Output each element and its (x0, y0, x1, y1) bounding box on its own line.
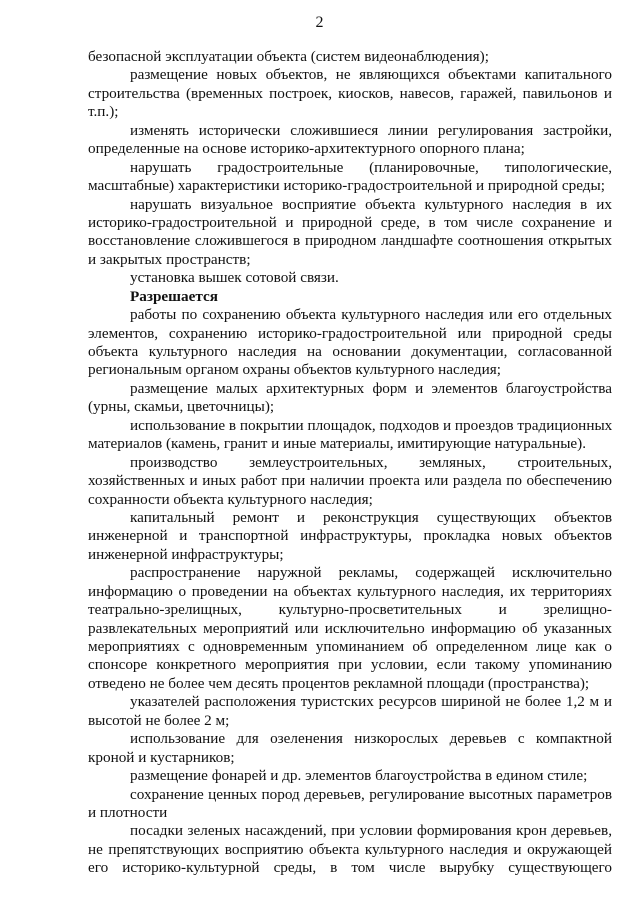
text-line: кроной и кустарников; (88, 748, 235, 766)
text-line: изменять исторически сложившиеся линии регулирования застройки, (130, 121, 612, 139)
text-line: размещение новых объектов, не являющихся объектами капитального (130, 66, 612, 84)
text-line: распространение наружной рекламы, содержащей исключительно (130, 564, 612, 582)
document-body (88, 48, 612, 878)
text-line: региональным органом охраны объектов культурного наследия; (88, 361, 501, 379)
text-line: материалов (камень, гранит и иные материалы, имитирующие натуральные). (88, 435, 587, 453)
text-line: безопасной эксплуатации объекта (систем видеонаблюдения); (88, 48, 489, 65)
text-line: нарушать визуальное восприятие объекта культурного наследия в их (130, 195, 612, 213)
text-line: установка вышек сотовой связи. (130, 269, 339, 287)
text-line: элементов, сохранению историко-градостроительной или природной среды (88, 324, 612, 342)
text-line: указателей расположения туристских ресурсов шириной не более 1,2 м и (130, 693, 612, 711)
section-heading: Разрешается (130, 287, 218, 305)
text-line: нарушать градостроительные (планировочные, типологические, (130, 158, 612, 176)
text-line: и плотности (88, 803, 168, 821)
text-line: (урны, скамьи, цветочницы); (88, 398, 275, 416)
text-line: посадки зеленых насаждений, при условии формирования крон деревьев, (130, 822, 612, 840)
text-line: использование в покрытии площадок, подходов и проездов традиционных (130, 416, 613, 434)
text-line: не препятствующих восприятию объекта культурного наследия и окружающей (88, 840, 612, 858)
text-line: размещение фонарей и др. элементов благоустройства в едином стиле; (130, 767, 588, 785)
text-line: сохранение ценных пород деревьев, регулирование высотных параметров (130, 785, 612, 803)
page-number: 2 (315, 14, 324, 31)
text-line: развлекательных мероприятий или исключительно информацию об указанных (88, 619, 612, 637)
text-line: производство землеустроительных, земляных, строительных, (130, 453, 612, 471)
text-line: хозяйственных и иных работ при наличии проекта или раздела по обеспечению (88, 472, 612, 490)
text-line: использование для озеленения низкорослых деревьев с компактной (130, 730, 612, 748)
text-line: историко-градостроительной и природной среде, в том числе сохранение и (88, 213, 612, 231)
text-line: восстановление сложившегося в природном ландшафте соотношения открытых (88, 232, 612, 250)
text-line: определенные на основе историко-архитектурного опорного плана; (88, 140, 525, 158)
text-line: мероприятиях с одновременным упоминанием об определенном лице как о (88, 638, 612, 655)
text-line: его историко-культурной среды, в том числе вырубку существующего (88, 859, 612, 877)
text-line: инженерной и транспортной инфраструктуры, прокладка новых объектов (88, 527, 612, 545)
text-line: и закрытых пространств; (88, 250, 251, 268)
text-line: размещение малых архитектурных форм и элементов благоустройства (130, 379, 612, 397)
text-line: инженерной инфраструктуры; (88, 545, 284, 563)
text-line: информацию о проведении на объектах культурного наследия, их территориях (88, 582, 612, 600)
text-line: отведено не более чем десять процентов рекламной площади (пространства); (88, 674, 590, 692)
text-line: спонсоре конкретного мероприятия при условии, если такому упоминанию (88, 656, 612, 674)
text-line: сохранности объекта культурного наследия; (88, 490, 373, 508)
text-line: театрально-зрелищных, культурно-просветительных и зрелищно- (88, 601, 612, 619)
text-line: строительства (временных построек, киосков, навесов, гаражей, павильонов и (88, 84, 612, 102)
text-line: объекта культурного наследия на основании документации, согласованной (88, 343, 612, 360)
text-line: т.п.); (88, 103, 119, 121)
text-line: масштабные) характеристики историко-градостроительной и природной среды; (88, 177, 605, 195)
text-line: работы по сохранению объекта культурного наследия или его отдельных (130, 306, 612, 324)
text-line: высотой не более 2 м; (88, 711, 230, 729)
text-line: капитальный ремонт и реконструкция существующих объектов (130, 508, 612, 526)
